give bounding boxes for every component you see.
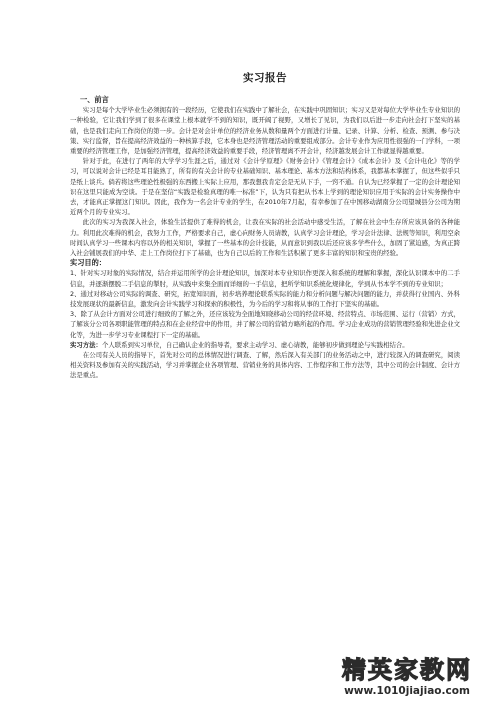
method-text-1: 个人联系到实习单位，自己确认企业的指导者，要求主动学习、虚心请教，能够初步做到理论与实践相结合。: [101, 340, 409, 349]
purpose-item-1: 1、针对实习对象的实际情况，结合并运用所学的会计理论知识，加深对本专业知识作更深入和系统的理解和掌握，深化认识课本中的二手信息，并逐渐摆脱二手信息的掣肘，从实践中来集全面而详细的一手信息，把所学知识系统化规律化，学到从书本学不到的专业知识；: [70, 269, 460, 288]
watermark-logo: [322, 655, 492, 697]
section-label-method: 实习方法：: [70, 340, 102, 349]
paragraph-method-2: 在公司有关人员的指导下，首先对公司的总体情况进行调查、了解，然后深入有关部门的业务活动之中，进行较深入的调查研究，阅读相关资料及参加有关的实践活动，学习并掌握企业各项管理、营销业务的具体内容、工作程序和工作方法等，其中公司的会计制度、会计方法是重点。: [70, 351, 460, 380]
watermark-url: www.1010jiajiao.com: [344, 685, 470, 697]
purpose-item-2: 2、通过对移动公司实际的调查、研究，拓宽知识面，初步培养理论联系实际的能力和分析问题与解决问题的能力，并获得行业国内、外科技发展现状的最新信息，激发向会计实践学习和探索的积极性，为今后的学习和将从事的工作打下坚实的基础。: [70, 289, 460, 309]
section-heading-preface: 一、前言: [80, 95, 109, 104]
section-heading-purpose: 实习目的：: [70, 258, 106, 268]
paragraph-preface-1: 实习是每个大学毕业生必须拥有的一段经历，它使我们在实践中了解社会，在实践中巩固知识；实习又是对每位大学毕业生专业知识的一种检验，它让我们学到了很多在课堂上根本就学不到的知识，既开阔了视野，又增长了见识，为我们以后进一步走向社会打下坚实的基础，也是我们走向工作岗位的第一步。会计是对会计单位的经济业务从数和量两个方面进行计量、记录、计算、分析、检查、预测、参与决策、实行监督，旨在提高经济效益的一种核算手段，它本身也是经济管理活动的重要组成部分。会计专业作为应用性很强的一门学科，一项重要的经济管理工作，是加强经济管理，提高经济效益的重要手段，经济管理离不开会计，经济越发展会计工作就显得越重要。: [70, 106, 460, 156]
watermark-brand: 精英家教网: [342, 656, 472, 684]
paragraph-preface-3: 此次的实习为我深入社会，体验生活提供了难得的机会，让我在实际的社会活动中感受生活，了解在社会中生存所应该具备的各种能力。利用此次难得的机会，我努力工作，严格要求自己，虚心向财务人员请教，认真学习会计理论，学习会计法律、法规等知识，利用空余时间认真学习一些课本内容以外的相关知识，掌握了一些基本的会计技能，从而意识到我以后还应该多学些什么，加固了紧迫感，为真正跨入社会铺展我们的中华、走上工作岗位打下了基础，也为自己以后的工作和生活积累了更多丰富的知识和宝贵的经验。: [70, 218, 460, 258]
paragraph-preface-2: 针对于此，在进行了两年的大学学习生涯之后，通过对《会计学原理》《财务会计》《管理会计》《成本会计》及《会计电化》等的学习，可以说对会计已经是耳目能熟了，所有的有关会计的专业基础知识、基本理论、基本方法和结构体系，我都基本掌握了，但这些似乎只是纸上谈兵。倘若将这些理论性极强的东西搬上实际上应用，那我想我肯定会是无从下手，一窍不通。自认为已经掌握了一定的会计理论知识在这里只能成为空谈。于是在坚信“实践是检验真理的唯一标准”下，认为只有把从书本上学到的理论知识应用于实际的会计实务操作中去，才能真正掌握这门知识。因此，我作为一名会计专业的学生，在2010年7月起，有幸参加了在中国移动湖南分公司望城县分公司为期近两个月的专业实习。: [70, 157, 460, 217]
document-title: 实习报告: [243, 72, 287, 84]
paragraph-method-1: [70, 340, 460, 350]
purpose-item-3: 3、除了从会计方面对公司进行细致的了解之外，还应该较为全面地知晓移动公司的经营环境、经营特点、市场范围、运行（营销）方式，了解该分公司各项职能管理的特点和在企业经营中的作用，并了解公司的营销方略所起的作用。学习企业成功的营销管理经验和先进企业文化等，为进一步学习专业课程打下一定的基础。: [70, 310, 460, 339]
